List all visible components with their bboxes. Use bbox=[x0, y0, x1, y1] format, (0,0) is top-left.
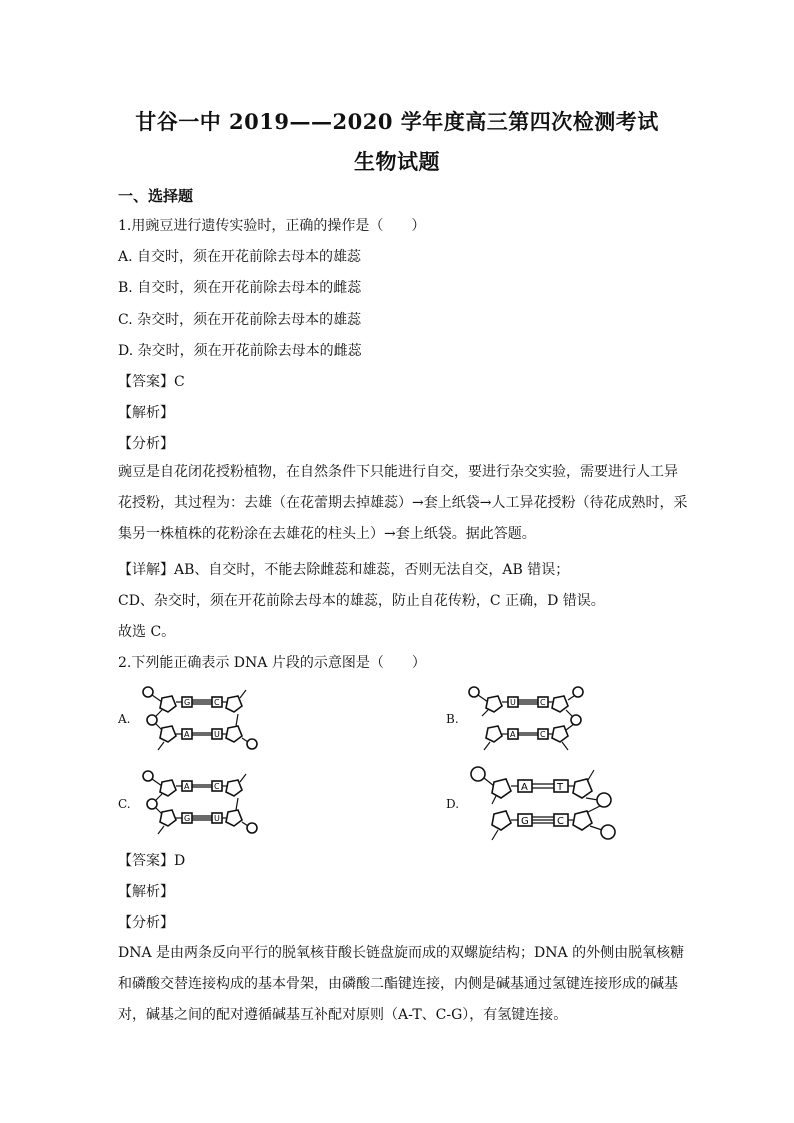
q1-stem: 1.用豌豆进行遗传实验时，正确的操作是（ ） bbox=[118, 218, 426, 234]
q2-stem: 2.下列能正确表示 DNA 片段的示意图是（ ） bbox=[118, 655, 426, 671]
q2-analysis: DNA 是由两条反向平行的脱氧核苷酸长链盘旋而成的双螺旋结构；DNA 的外侧由脱氧核糖和磷酸交替连接构成的基本骨架，由磷酸二酯键连接，内侧是碱基通过氢键连接形成的碱基对，碱基之间的配对遵循碱基互补配对原则（A-T、C-G），有氢键连接。 bbox=[118, 945, 685, 1023]
top-base-letter: A bbox=[184, 782, 190, 791]
bottom-partner-letter: C bbox=[540, 730, 546, 739]
deoxyribose-pentagon bbox=[226, 810, 242, 826]
q1-conclusion: 故选 C。 bbox=[118, 624, 176, 640]
phosphate-circle bbox=[597, 793, 611, 807]
deoxyribose-pentagon bbox=[486, 726, 502, 742]
q2-option-a-label: A. bbox=[118, 712, 131, 726]
deoxyribose-pentagon bbox=[226, 780, 242, 796]
phosphate-circle bbox=[147, 799, 157, 809]
q2-option-d-label: D. bbox=[446, 797, 460, 811]
q1-analysis: 豌豆是自花闭花授粉植物，在自然条件下只能进行自交，要进行杂交实验，需要进行人工异花授粉，其过程为：去雄（在花蕾期去掉雄蕊）→套上纸袋→人工异花授粉（待花成熟时，采集另一株植株的花粉涂在去雄花的柱头上）→套上纸袋。据此答题。 bbox=[118, 464, 688, 542]
q2-option-c-diagram bbox=[140, 770, 270, 840]
top-base-letter: G bbox=[184, 698, 191, 707]
bottom-partner-letter: C bbox=[557, 816, 564, 827]
q2-fenxi-label: 【分析】 bbox=[118, 915, 174, 931]
phosphate-circle bbox=[147, 715, 157, 725]
bottom-partner-letter: U bbox=[214, 814, 220, 823]
phosphate-circle bbox=[573, 687, 583, 697]
q2-option-b-diagram bbox=[466, 686, 596, 756]
phosphate-circle bbox=[247, 739, 257, 749]
deoxyribose-pentagon bbox=[226, 696, 242, 712]
phosphate-circle bbox=[571, 715, 581, 725]
bottom-partner-letter: U bbox=[214, 730, 220, 739]
bottom-base-letter: A bbox=[510, 730, 516, 739]
phosphate-circle bbox=[143, 687, 153, 697]
deoxyribose-pentagon bbox=[160, 810, 176, 826]
phosphate-circle bbox=[247, 823, 257, 833]
q1-fenxi-label: 【分析】 bbox=[118, 436, 174, 452]
q2-option-a-diagram bbox=[140, 686, 270, 756]
deoxyribose-pentagon bbox=[492, 779, 511, 798]
deoxyribose-pentagon bbox=[573, 779, 592, 798]
exam-title: 甘谷一中 2019——2020 学年度高三第四次检测考试 bbox=[135, 109, 659, 134]
deoxyribose-pentagon bbox=[160, 696, 176, 712]
q2-answer: 【答案】D bbox=[118, 853, 186, 869]
top-partner-letter: T bbox=[557, 782, 564, 793]
q2-option-c-label: C. bbox=[118, 797, 131, 811]
phosphate-circle bbox=[469, 687, 479, 697]
deoxyribose-pentagon bbox=[226, 726, 242, 742]
deoxyribose-pentagon bbox=[492, 811, 511, 830]
q1-option-c: C. 杂交时，须在开花前除去母本的雄蕊 bbox=[118, 312, 362, 328]
top-partner-letter: C bbox=[214, 782, 220, 791]
deoxyribose-pentagon bbox=[573, 811, 592, 830]
deoxyribose-pentagon bbox=[552, 696, 568, 712]
q1-option-b: B. 自交时，须在开花前除去母本的雌蕊 bbox=[118, 280, 362, 296]
bottom-base-letter: G bbox=[521, 816, 529, 827]
q2-option-d-diagram bbox=[468, 764, 618, 844]
exam-subtitle: 生物试题 bbox=[354, 149, 440, 174]
top-base-letter: U bbox=[510, 698, 516, 707]
top-partner-letter: C bbox=[540, 698, 546, 707]
q1-detail-2: CD、杂交时，须在开花前除去母本的雄蕊，防止自花传粉，C 正确，D 错误。 bbox=[118, 593, 605, 609]
q1-option-a: A. 自交时，须在开花前除去母本的雄蕊 bbox=[118, 249, 362, 265]
top-base-letter: A bbox=[521, 782, 528, 793]
q1-detail-1: 【详解】AB、自交时，不能去除雌蕊和雄蕊，否则无法自交，AB 错误； bbox=[118, 562, 570, 578]
phosphate-circle bbox=[601, 825, 615, 839]
q1-answer: 【答案】C bbox=[118, 374, 185, 390]
bottom-base-letter: G bbox=[184, 814, 191, 823]
q2-jiexi-label: 【解析】 bbox=[118, 884, 174, 900]
deoxyribose-pentagon bbox=[486, 696, 502, 712]
q2-option-b-label: B. bbox=[446, 712, 459, 726]
phosphate-circle bbox=[143, 771, 153, 781]
deoxyribose-pentagon bbox=[160, 726, 176, 742]
deoxyribose-pentagon bbox=[160, 780, 176, 796]
top-partner-letter: C bbox=[214, 698, 220, 707]
q1-option-d: D. 杂交时，须在开花前除去母本的雌蕊 bbox=[118, 343, 362, 359]
section-heading: 一、选择题 bbox=[118, 187, 194, 205]
q1-jiexi-label: 【解析】 bbox=[118, 405, 174, 421]
deoxyribose-pentagon bbox=[552, 726, 568, 742]
bottom-base-letter: A bbox=[184, 730, 190, 739]
phosphate-circle bbox=[471, 767, 485, 781]
